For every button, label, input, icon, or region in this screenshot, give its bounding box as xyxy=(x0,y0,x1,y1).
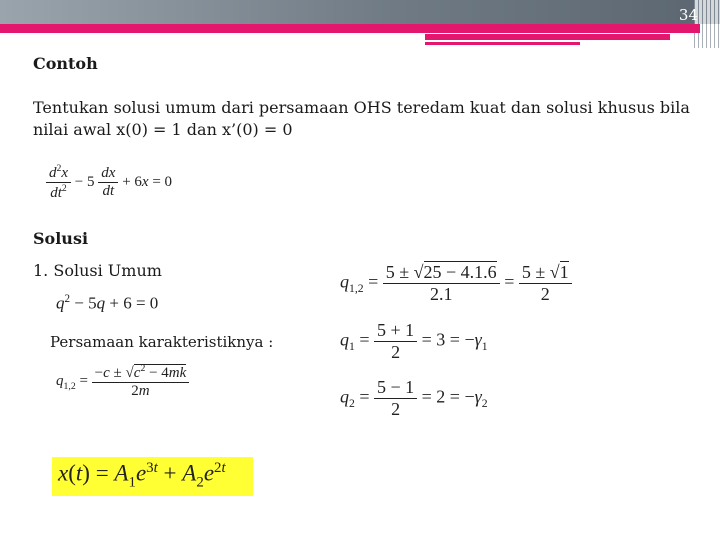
root-q2: $q_2$ = $\frac{5 - 1}{2}$ = $2 = -\gamma_2$ xyxy=(340,377,488,419)
characteristic-equation: $q^2 - 5q + 6 = 0$ xyxy=(56,293,159,313)
roots-computation: $q_{1,2}$ = $\frac{5 \pm √25 - 4.1.6}{2.1}$ = $\frac{5 \pm √1}{2}$ xyxy=(340,262,572,305)
slide-number: 34 xyxy=(678,6,698,24)
step1-label: 1. Solusi Umum xyxy=(33,261,162,280)
accent-bar-thin xyxy=(425,42,580,45)
root-q1: $q_1$ = $\frac{5 + 1}{2}$ = $3 = -\gamma_1$ xyxy=(340,320,488,362)
solution-heading: Solusi xyxy=(33,229,89,248)
char-eq-label: Persamaan karakteristiknya : xyxy=(50,333,274,351)
slide-title: Contoh xyxy=(33,54,98,73)
quadratic-formula: $q_{1,2}$ = $\frac{-c \pm √c^2 - 4mk}{2m}$ xyxy=(56,363,189,400)
differential-equation: $\frac{d^2x}{dt^2}$ − 5 $\frac{dx}{dt}$ + 6x = 0 xyxy=(46,163,172,202)
general-solution: $x(t) = A_1e^{3t} + A_2e^{2t}$ xyxy=(58,460,226,491)
accent-bar xyxy=(0,24,700,33)
problem-text-line1: Tentukan solusi umum dari persamaan OHS teredam kuat dan solusi khusus bila xyxy=(33,98,690,117)
problem-text-line2: nilai awal x(0) = 1 dan x’(0) = 0 xyxy=(33,120,293,139)
accent-bar-short xyxy=(425,34,670,40)
header-bar xyxy=(0,0,720,24)
